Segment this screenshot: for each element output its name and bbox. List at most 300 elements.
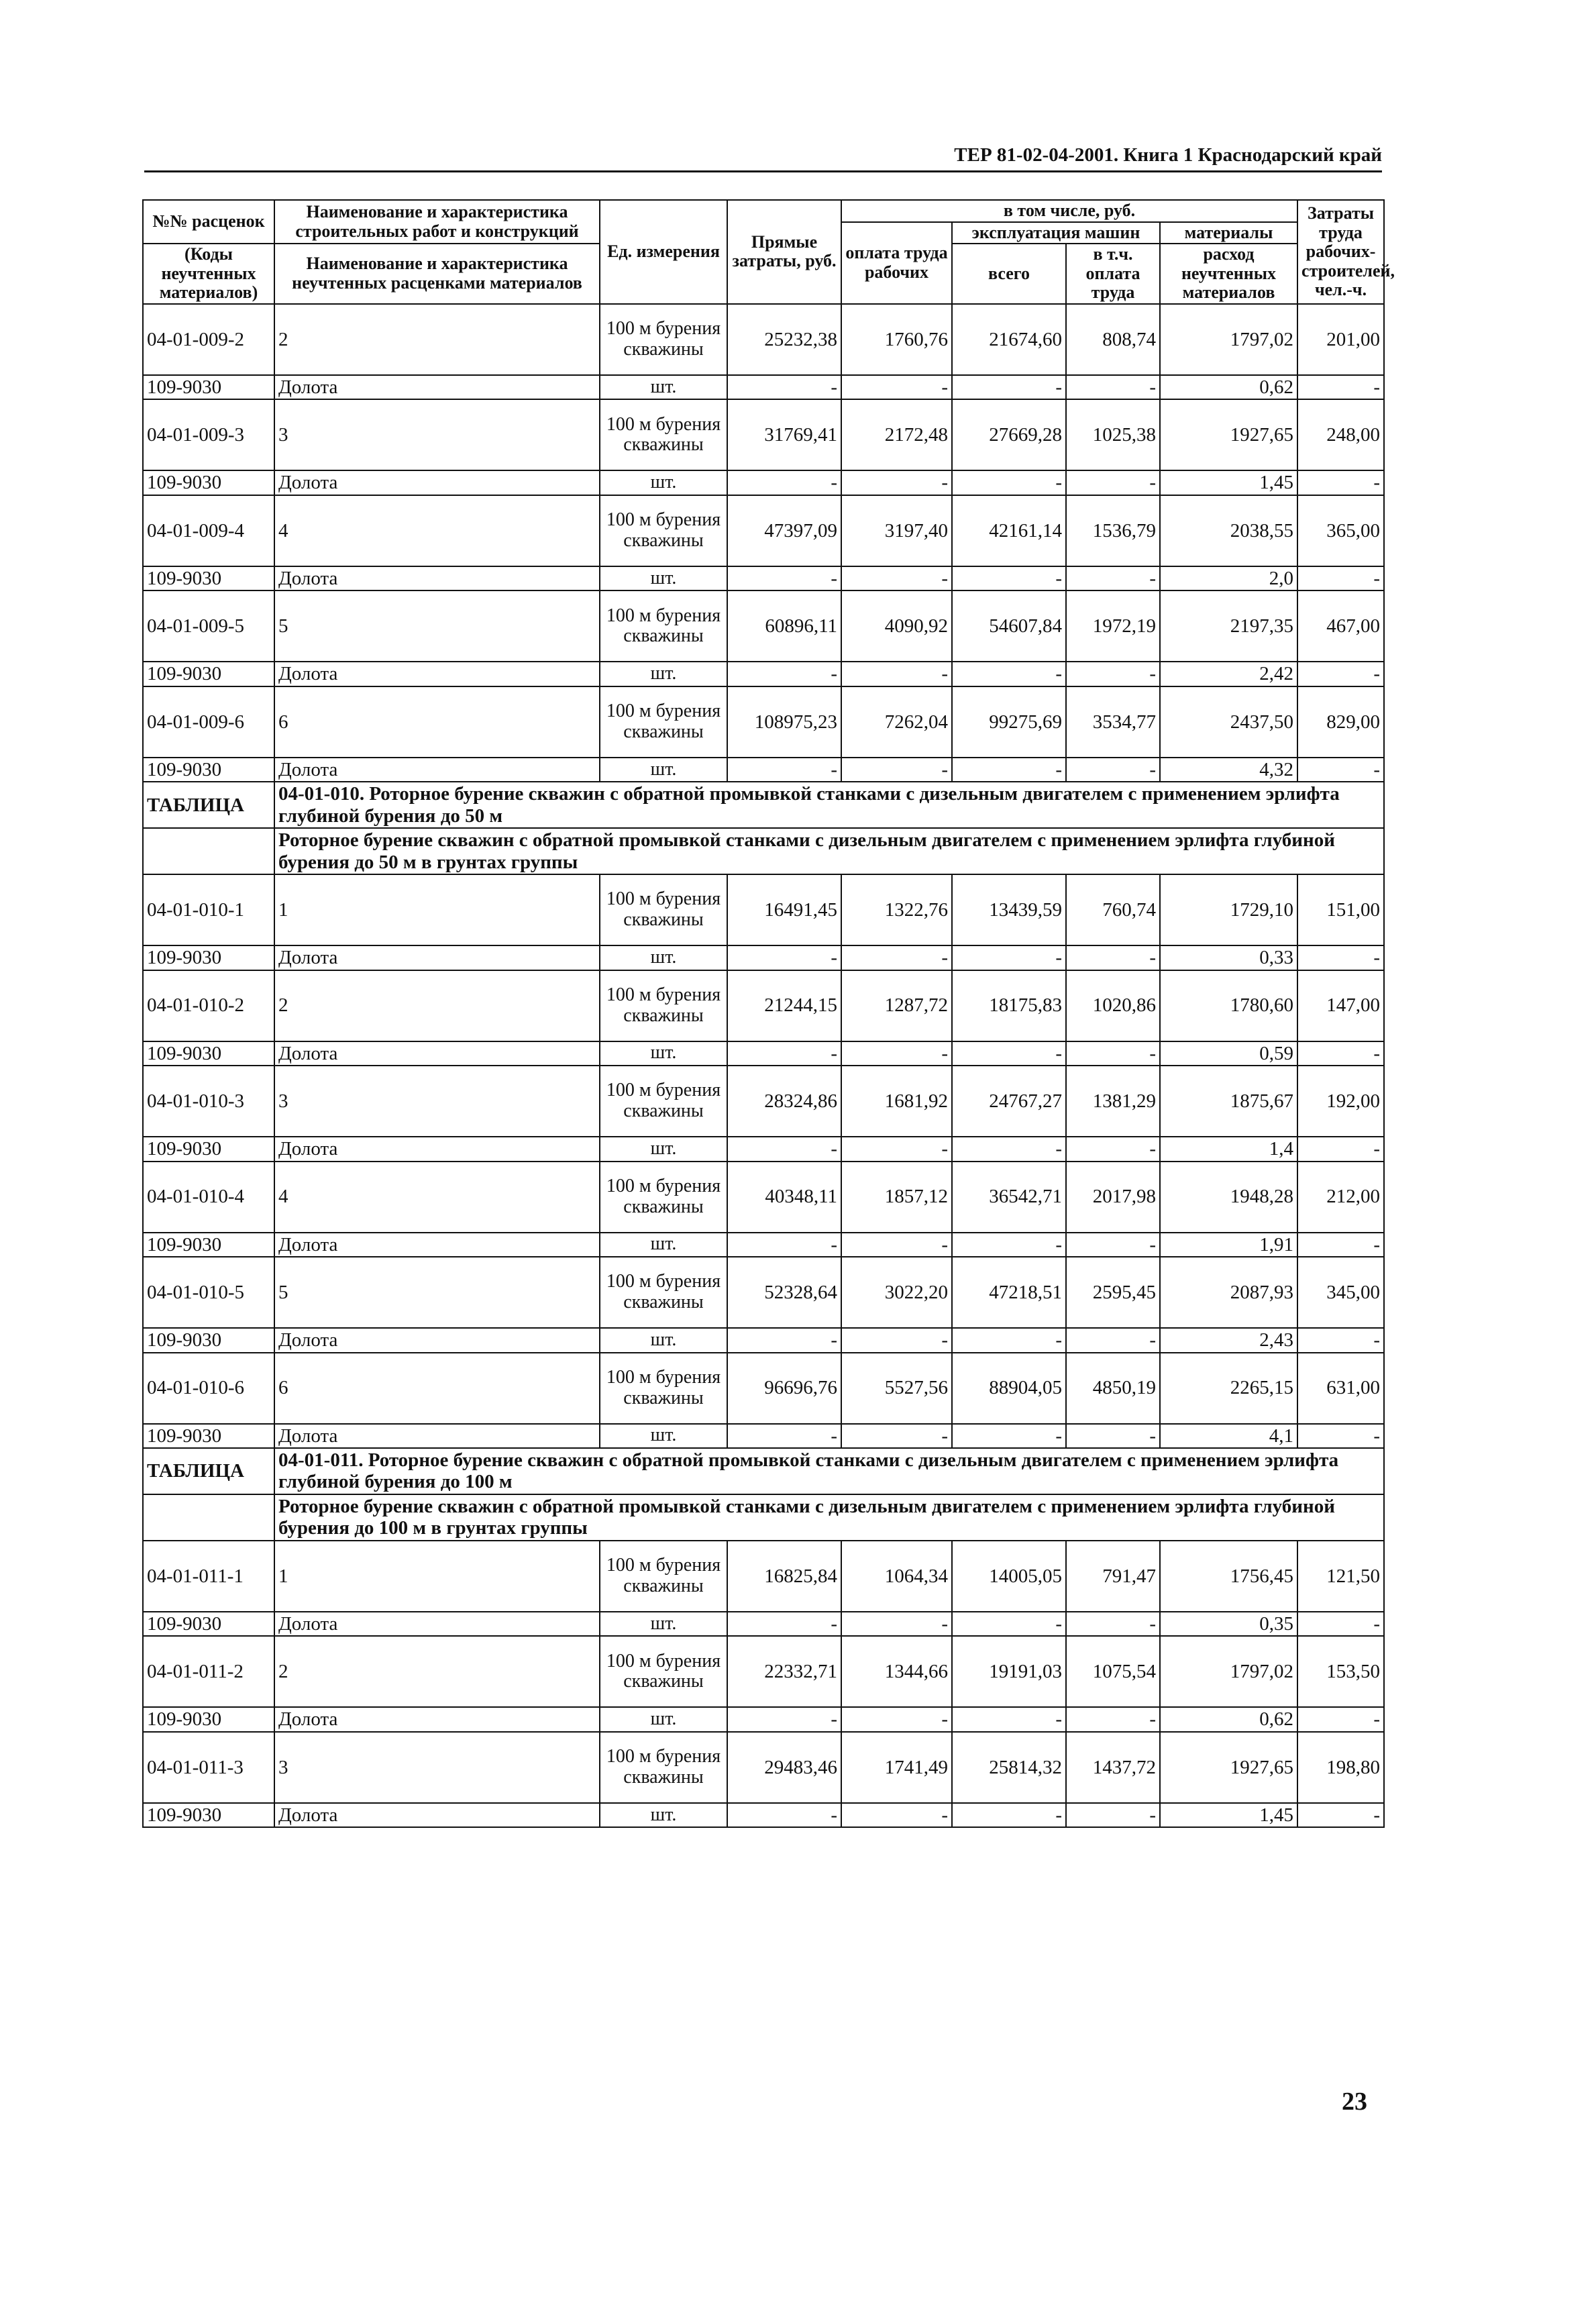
wages-dash: -: [841, 1424, 952, 1448]
section-title: 04-01-011. Роторное бурение скважин с обратной промывкой станками с дизельным двигателем с применением эрлифта глубиной бурения до 100 м: [274, 1448, 1384, 1494]
table-row: [143, 1541, 1384, 1612]
machines-total-dash: -: [952, 1424, 1066, 1448]
machines-total-dash: -: [952, 470, 1066, 495]
rate-unit: 100 м бурения скважины: [600, 304, 727, 375]
rate-name: 5: [274, 1257, 600, 1328]
material-code: 109-9030: [143, 1612, 274, 1636]
wages-dash: -: [841, 1233, 952, 1257]
material-name: Долота: [274, 1803, 600, 1827]
col-code: №№ расценок: [143, 200, 274, 244]
machines-total: 88904,05: [952, 1353, 1066, 1424]
machines-wages-dash: -: [1066, 1612, 1160, 1636]
material-unit: шт.: [600, 1137, 727, 1161]
material-unit: шт.: [600, 945, 727, 970]
rate-unit: 100 м бурения скважины: [600, 970, 727, 1041]
labor-costs-dash: -: [1297, 470, 1384, 495]
rate-unit: 100 м бурения скважины: [600, 1732, 727, 1803]
rate-unit: 100 м бурения скважины: [600, 686, 727, 758]
machines-total: 25814,32: [952, 1732, 1066, 1803]
material-name: Долота: [274, 945, 600, 970]
rate-unit: 100 м бурения скважины: [600, 1636, 727, 1707]
machines-wages: 2017,98: [1066, 1162, 1160, 1233]
machines-wages: 4850,19: [1066, 1353, 1160, 1424]
wages-dash: -: [841, 1137, 952, 1161]
material-name: Долота: [274, 566, 600, 590]
wages-dash: -: [841, 1803, 952, 1827]
section-description-empty: [143, 828, 274, 874]
rate-unit: 100 м бурения скважины: [600, 1066, 727, 1137]
labor-costs-dash: -: [1297, 1424, 1384, 1448]
col-wages: оплата труда рабочих: [841, 222, 952, 304]
materials: 1927,65: [1160, 399, 1297, 470]
machines-wages: 1437,72: [1066, 1732, 1160, 1803]
material-code: 109-9030: [143, 758, 274, 782]
materials: 1948,28: [1160, 1162, 1297, 1233]
rate-name: 2: [274, 970, 600, 1041]
table-row: [143, 304, 1384, 375]
rate-code: 04-01-010-1: [143, 874, 274, 945]
machines-total: 47218,51: [952, 1257, 1066, 1328]
material-name: Долота: [274, 1137, 600, 1161]
rate-name: 3: [274, 1066, 600, 1137]
labor-costs: 467,00: [1297, 590, 1384, 662]
rate-code: 04-01-009-5: [143, 590, 274, 662]
section-description-row: [143, 828, 1384, 874]
wages-dash: -: [841, 662, 952, 686]
material-consumption: 2,0: [1160, 566, 1297, 590]
direct-costs: 28324,86: [727, 1066, 841, 1137]
rate-code: 04-01-010-3: [143, 1066, 274, 1137]
machines-wages-dash: -: [1066, 1137, 1160, 1161]
material-row: [143, 1707, 1384, 1731]
rate-unit: 100 м бурения скважины: [600, 590, 727, 662]
machines-wages-dash: -: [1066, 1424, 1160, 1448]
section-description: Роторное бурение скважин с обратной промывкой станками с дизельным двигателем с применением эрлифта глубиной бурения до 100 м в грунтах группы: [274, 1494, 1384, 1541]
table-row: [143, 970, 1384, 1041]
material-unit: шт.: [600, 1424, 727, 1448]
rate-code: 04-01-009-6: [143, 686, 274, 758]
material-row: [143, 1612, 1384, 1636]
material-row: [143, 1803, 1384, 1827]
table-row: [143, 1257, 1384, 1328]
table-row: [143, 1636, 1384, 1707]
section-title: 04-01-010. Роторное бурение скважин с обратной промывкой станками с дизельным двигателем с применением эрлифта глубиной бурения до 50 м: [274, 782, 1384, 828]
direct-costs-dash: -: [727, 662, 841, 686]
materials: 1729,10: [1160, 874, 1297, 945]
material-code: 109-9030: [143, 1424, 274, 1448]
machines-wages: 2595,45: [1066, 1257, 1160, 1328]
material-row: [143, 1137, 1384, 1161]
col-name-sub: Наименование и характеристика неучтенных расценками материалов: [274, 244, 600, 304]
wages-dash: -: [841, 1041, 952, 1066]
col-materials: материалы: [1160, 222, 1297, 244]
material-unit: шт.: [600, 662, 727, 686]
material-code: 109-9030: [143, 1233, 274, 1257]
section-label: ТАБЛИЦА: [143, 1448, 274, 1494]
direct-costs-dash: -: [727, 758, 841, 782]
material-code: 109-9030: [143, 1137, 274, 1161]
material-row: [143, 1041, 1384, 1066]
machines-wages-dash: -: [1066, 470, 1160, 495]
wages: 1344,66: [841, 1636, 952, 1707]
rate-unit: 100 м бурения скважины: [600, 1257, 727, 1328]
machines-wages: 3534,77: [1066, 686, 1160, 758]
material-consumption: 0,35: [1160, 1612, 1297, 1636]
rate-code: 04-01-011-3: [143, 1732, 274, 1803]
labor-costs: 631,00: [1297, 1353, 1384, 1424]
machines-total-dash: -: [952, 375, 1066, 399]
direct-costs: 16825,84: [727, 1541, 841, 1612]
material-consumption: 1,45: [1160, 470, 1297, 495]
labor-costs-dash: -: [1297, 1041, 1384, 1066]
material-code: 109-9030: [143, 1803, 274, 1827]
labor-costs: 201,00: [1297, 304, 1384, 375]
material-row: [143, 1424, 1384, 1448]
rate-name: 4: [274, 495, 600, 566]
wages-dash: -: [841, 1328, 952, 1352]
wages: 1287,72: [841, 970, 952, 1041]
wages-dash: -: [841, 375, 952, 399]
machines-total: 13439,59: [952, 874, 1066, 945]
rate-code: 04-01-009-3: [143, 399, 274, 470]
rate-unit: 100 м бурения скважины: [600, 1353, 727, 1424]
material-unit: шт.: [600, 1803, 727, 1827]
machines-wages-dash: -: [1066, 566, 1160, 590]
materials: 2437,50: [1160, 686, 1297, 758]
material-row: [143, 566, 1384, 590]
labor-costs-dash: -: [1297, 945, 1384, 970]
direct-costs: 22332,71: [727, 1636, 841, 1707]
direct-costs: 60896,11: [727, 590, 841, 662]
table-row: [143, 1732, 1384, 1803]
machines-wages: 1075,54: [1066, 1636, 1160, 1707]
col-machines: эксплуатация машин: [952, 222, 1160, 244]
machines-total-dash: -: [952, 1233, 1066, 1257]
machines-wages-dash: -: [1066, 1328, 1160, 1352]
rate-unit: 100 м бурения скважины: [600, 1162, 727, 1233]
material-name: Долота: [274, 758, 600, 782]
material-row: [143, 375, 1384, 399]
machines-total-dash: -: [952, 1328, 1066, 1352]
material-name: Долота: [274, 662, 600, 686]
direct-costs: 40348,11: [727, 1162, 841, 1233]
table-row: [143, 1162, 1384, 1233]
machines-wages-dash: -: [1066, 1233, 1160, 1257]
rate-code: 04-01-010-2: [143, 970, 274, 1041]
material-row: [143, 1233, 1384, 1257]
labor-costs: 147,00: [1297, 970, 1384, 1041]
direct-costs-dash: -: [727, 1328, 841, 1352]
material-name: Долота: [274, 1233, 600, 1257]
material-consumption: 2,43: [1160, 1328, 1297, 1352]
rate-name: 6: [274, 1353, 600, 1424]
rates-table: [142, 199, 1395, 1828]
machines-total: 18175,83: [952, 970, 1066, 1041]
wages: 1741,49: [841, 1732, 952, 1803]
material-unit: шт.: [600, 1707, 727, 1731]
labor-costs: 345,00: [1297, 1257, 1384, 1328]
running-header-title: ТЕР 81-02-04-2001. Книга 1 Краснодарский край: [954, 144, 1382, 166]
material-name: Долота: [274, 1612, 600, 1636]
rate-name: 2: [274, 304, 600, 375]
machines-wages-dash: -: [1066, 375, 1160, 399]
material-unit: шт.: [600, 470, 727, 495]
wages: 1857,12: [841, 1162, 952, 1233]
table-row: [143, 495, 1384, 566]
machines-total-dash: -: [952, 1803, 1066, 1827]
labor-costs-dash: -: [1297, 1612, 1384, 1636]
rate-unit: 100 м бурения скважины: [600, 874, 727, 945]
machines-total-dash: -: [952, 566, 1066, 590]
wages-dash: -: [841, 1612, 952, 1636]
machines-wages-dash: -: [1066, 1707, 1160, 1731]
machines-wages: 1972,19: [1066, 590, 1160, 662]
rate-code: 04-01-011-2: [143, 1636, 274, 1707]
direct-costs: 52328,64: [727, 1257, 841, 1328]
materials: 2265,15: [1160, 1353, 1297, 1424]
section-description-empty: [143, 1494, 274, 1541]
col-name: Наименование и характеристика строительных работ и конструкций: [274, 200, 600, 244]
machines-wages: 1381,29: [1066, 1066, 1160, 1137]
wages-dash: -: [841, 1707, 952, 1731]
rate-name: 3: [274, 1732, 600, 1803]
col-direct: Прямые затраты, руб.: [727, 200, 841, 304]
material-name: Долота: [274, 470, 600, 495]
machines-total: 99275,69: [952, 686, 1066, 758]
machines-total: 21674,60: [952, 304, 1066, 375]
materials: 1927,65: [1160, 1732, 1297, 1803]
labor-costs-dash: -: [1297, 1233, 1384, 1257]
labor-costs-dash: -: [1297, 662, 1384, 686]
labor-costs-dash: -: [1297, 566, 1384, 590]
direct-costs-dash: -: [727, 1612, 841, 1636]
material-consumption: 0,62: [1160, 1707, 1297, 1731]
machines-total: 14005,05: [952, 1541, 1066, 1612]
material-consumption: 1,45: [1160, 1803, 1297, 1827]
labor-costs: 151,00: [1297, 874, 1384, 945]
material-unit: шт.: [600, 1233, 727, 1257]
running-header: [144, 141, 1382, 172]
material-code: 109-9030: [143, 945, 274, 970]
table-row: [143, 874, 1384, 945]
col-labor: Затраты труда рабочих-строителей, чел.-ч.: [1297, 200, 1384, 304]
wages-dash: -: [841, 945, 952, 970]
materials: 1875,67: [1160, 1066, 1297, 1137]
direct-costs: 16491,45: [727, 874, 841, 945]
machines-total-dash: -: [952, 1707, 1066, 1731]
material-code: 109-9030: [143, 375, 274, 399]
machines-wages: 1025,38: [1066, 399, 1160, 470]
col-unit: Ед. измерения: [600, 200, 727, 304]
direct-costs-dash: -: [727, 1041, 841, 1066]
material-unit: шт.: [600, 375, 727, 399]
labor-costs-dash: -: [1297, 375, 1384, 399]
section-label: ТАБЛИЦА: [143, 782, 274, 828]
materials: 1797,02: [1160, 304, 1297, 375]
wages: 2172,48: [841, 399, 952, 470]
machines-total-dash: -: [952, 1041, 1066, 1066]
section-description-row: [143, 1494, 1384, 1541]
wages: 1322,76: [841, 874, 952, 945]
col-machines-wages: в т.ч. оплата труда: [1066, 244, 1160, 304]
material-consumption: 4,1: [1160, 1424, 1297, 1448]
wages: 3197,40: [841, 495, 952, 566]
wages-dash: -: [841, 758, 952, 782]
material-name: Долота: [274, 375, 600, 399]
rate-code: 04-01-009-4: [143, 495, 274, 566]
machines-wages-dash: -: [1066, 662, 1160, 686]
material-name: Долота: [274, 1328, 600, 1352]
material-unit: шт.: [600, 1328, 727, 1352]
direct-costs-dash: -: [727, 1803, 841, 1827]
table-row: [143, 590, 1384, 662]
machines-total: 24767,27: [952, 1066, 1066, 1137]
machines-wages: 760,74: [1066, 874, 1160, 945]
labor-costs: 365,00: [1297, 495, 1384, 566]
rate-name: 4: [274, 1162, 600, 1233]
machines-wages-dash: -: [1066, 945, 1160, 970]
direct-costs-dash: -: [727, 566, 841, 590]
wages: 7262,04: [841, 686, 952, 758]
rate-name: 5: [274, 590, 600, 662]
material-row: [143, 1328, 1384, 1352]
labor-costs: 212,00: [1297, 1162, 1384, 1233]
material-code: 109-9030: [143, 1041, 274, 1066]
material-consumption: 4,32: [1160, 758, 1297, 782]
rate-name: 2: [274, 1636, 600, 1707]
direct-costs-dash: -: [727, 1233, 841, 1257]
material-row: [143, 470, 1384, 495]
materials: 1797,02: [1160, 1636, 1297, 1707]
material-code: 109-9030: [143, 470, 274, 495]
machines-total: 42161,14: [952, 495, 1066, 566]
material-consumption: 0,33: [1160, 945, 1297, 970]
materials: 2038,55: [1160, 495, 1297, 566]
direct-costs: 25232,38: [727, 304, 841, 375]
direct-costs-dash: -: [727, 945, 841, 970]
material-consumption: 0,59: [1160, 1041, 1297, 1066]
labor-costs: 121,50: [1297, 1541, 1384, 1612]
rate-unit: 100 м бурения скважины: [600, 399, 727, 470]
material-code: 109-9030: [143, 1328, 274, 1352]
material-code: 109-9030: [143, 566, 274, 590]
material-unit: шт.: [600, 566, 727, 590]
material-name: Долота: [274, 1707, 600, 1731]
machines-total-dash: -: [952, 758, 1066, 782]
rate-name: 1: [274, 1541, 600, 1612]
machines-total: 54607,84: [952, 590, 1066, 662]
col-materials-unacc: расход неучтенных материалов: [1160, 244, 1297, 304]
materials: 1756,45: [1160, 1541, 1297, 1612]
direct-costs: 47397,09: [727, 495, 841, 566]
machines-wages: 791,47: [1066, 1541, 1160, 1612]
machines-total-dash: -: [952, 662, 1066, 686]
table-row: [143, 1353, 1384, 1424]
material-consumption: 1,91: [1160, 1233, 1297, 1257]
wages: 5527,56: [841, 1353, 952, 1424]
machines-wages: 1020,86: [1066, 970, 1160, 1041]
labor-costs: 153,50: [1297, 1636, 1384, 1707]
labor-costs-dash: -: [1297, 1707, 1384, 1731]
material-consumption: 0,62: [1160, 375, 1297, 399]
labor-costs: 248,00: [1297, 399, 1384, 470]
wages: 3022,20: [841, 1257, 952, 1328]
material-unit: шт.: [600, 1041, 727, 1066]
material-consumption: 2,42: [1160, 662, 1297, 686]
machines-wages-dash: -: [1066, 1803, 1160, 1827]
rate-code: 04-01-009-2: [143, 304, 274, 375]
direct-costs: 108975,23: [727, 686, 841, 758]
direct-costs-dash: -: [727, 1424, 841, 1448]
direct-costs: 31769,41: [727, 399, 841, 470]
material-row: [143, 662, 1384, 686]
col-incl: в том числе, руб.: [841, 200, 1297, 222]
wages-dash: -: [841, 566, 952, 590]
direct-costs: 21244,15: [727, 970, 841, 1041]
labor-costs-dash: -: [1297, 1137, 1384, 1161]
machines-total: 36542,71: [952, 1162, 1066, 1233]
labor-costs: 829,00: [1297, 686, 1384, 758]
wages: 1760,76: [841, 304, 952, 375]
labor-costs: 192,00: [1297, 1066, 1384, 1137]
rate-code: 04-01-010-6: [143, 1353, 274, 1424]
table-section-title: [143, 1448, 1384, 1494]
materials: 2087,93: [1160, 1257, 1297, 1328]
labor-costs: 198,80: [1297, 1732, 1384, 1803]
rate-unit: 100 м бурения скважины: [600, 495, 727, 566]
table-header: [143, 200, 1395, 304]
direct-costs-dash: -: [727, 470, 841, 495]
table-body: [143, 304, 1384, 1827]
materials: 1780,60: [1160, 970, 1297, 1041]
labor-costs-dash: -: [1297, 1803, 1384, 1827]
material-row: [143, 945, 1384, 970]
material-consumption: 1,4: [1160, 1137, 1297, 1161]
col-code-sub: (Коды неучтенных материалов): [143, 244, 274, 304]
material-name: Долота: [274, 1041, 600, 1066]
table-section-title: [143, 782, 1384, 828]
material-code: 109-9030: [143, 1707, 274, 1731]
material-row: [143, 758, 1384, 782]
rate-code: 04-01-010-4: [143, 1162, 274, 1233]
section-description: Роторное бурение скважин с обратной промывкой станками с дизельным двигателем с применением эрлифта глубиной бурения до 50 м в грунтах группы: [274, 828, 1384, 874]
wages: 4090,92: [841, 590, 952, 662]
table-row: [143, 686, 1384, 758]
direct-costs: 96696,76: [727, 1353, 841, 1424]
material-unit: шт.: [600, 1612, 727, 1636]
rate-code: 04-01-011-1: [143, 1541, 274, 1612]
table-row: [143, 1066, 1384, 1137]
machines-total-dash: -: [952, 1137, 1066, 1161]
machines-wages-dash: -: [1066, 758, 1160, 782]
wages: 1681,92: [841, 1066, 952, 1137]
rate-unit: 100 м бурения скважины: [600, 1541, 727, 1612]
material-name: Долота: [274, 1424, 600, 1448]
rate-name: 1: [274, 874, 600, 945]
material-code: 109-9030: [143, 662, 274, 686]
material-unit: шт.: [600, 758, 727, 782]
machines-total: 27669,28: [952, 399, 1066, 470]
labor-costs-dash: -: [1297, 758, 1384, 782]
direct-costs-dash: -: [727, 1707, 841, 1731]
direct-costs: 29483,46: [727, 1732, 841, 1803]
rate-name: 3: [274, 399, 600, 470]
machines-wages-dash: -: [1066, 1041, 1160, 1066]
materials: 2197,35: [1160, 590, 1297, 662]
table-row: [143, 399, 1384, 470]
machines-total: 19191,03: [952, 1636, 1066, 1707]
wages: 1064,34: [841, 1541, 952, 1612]
